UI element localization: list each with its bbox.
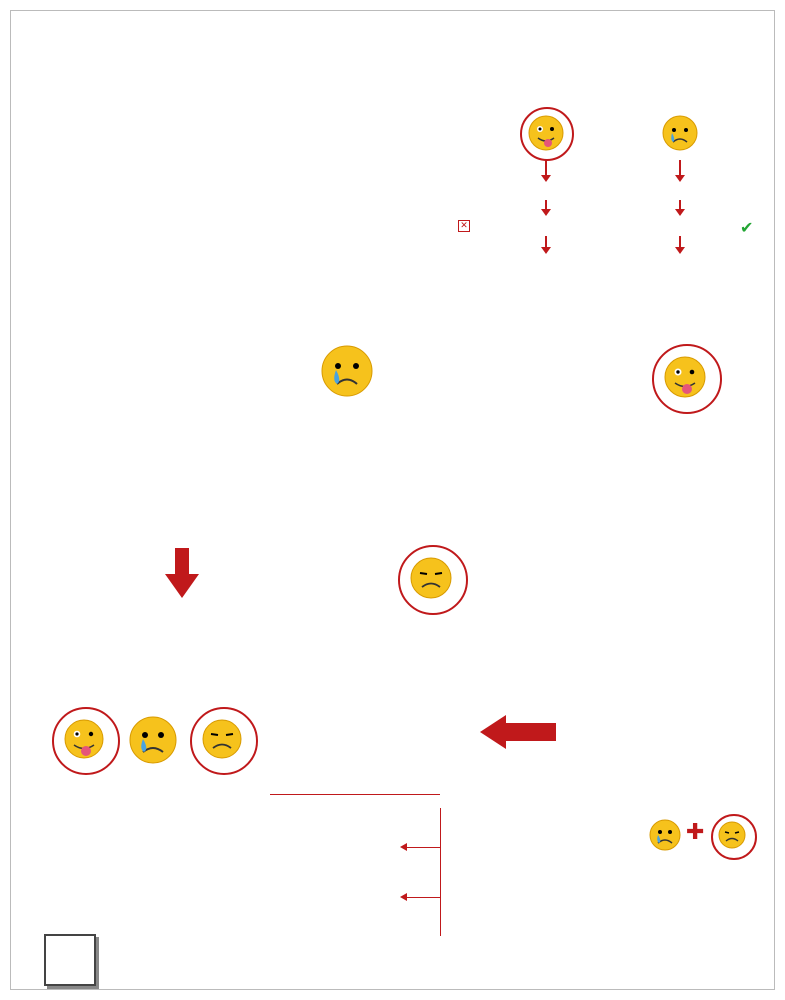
crying-emoji-icon [319,343,375,399]
bracket-line [405,897,440,898]
crying-emoji-icon [660,113,700,153]
left-arrow-icon [480,715,556,749]
arrow [679,160,681,176]
bracket-arrowhead [400,893,407,901]
sad-emoji-icon [717,820,747,850]
page-number-box [44,934,96,986]
sad-emoji-icon [200,717,244,761]
tongue-emoji-icon [62,717,106,761]
arrow [679,200,681,210]
down-arrow-icon [165,548,199,598]
conclusion-bracket [440,808,441,936]
arrow [545,236,547,248]
sad-emoji-icon [408,555,454,601]
check-icon: ✔ [740,218,754,237]
arrow [545,200,547,210]
bracket-line [405,847,440,848]
crying-emoji-icon [648,818,682,852]
arrow [679,236,681,248]
cross-icon: ✕ [458,220,470,232]
conclusion-title [270,792,440,795]
tongue-emoji-icon [526,113,566,153]
plus-icon: ✚ [686,820,705,845]
arrow [545,160,547,176]
crying-emoji-icon [127,714,179,766]
tongue-emoji-icon [662,354,708,400]
bracket-arrowhead [400,843,407,851]
